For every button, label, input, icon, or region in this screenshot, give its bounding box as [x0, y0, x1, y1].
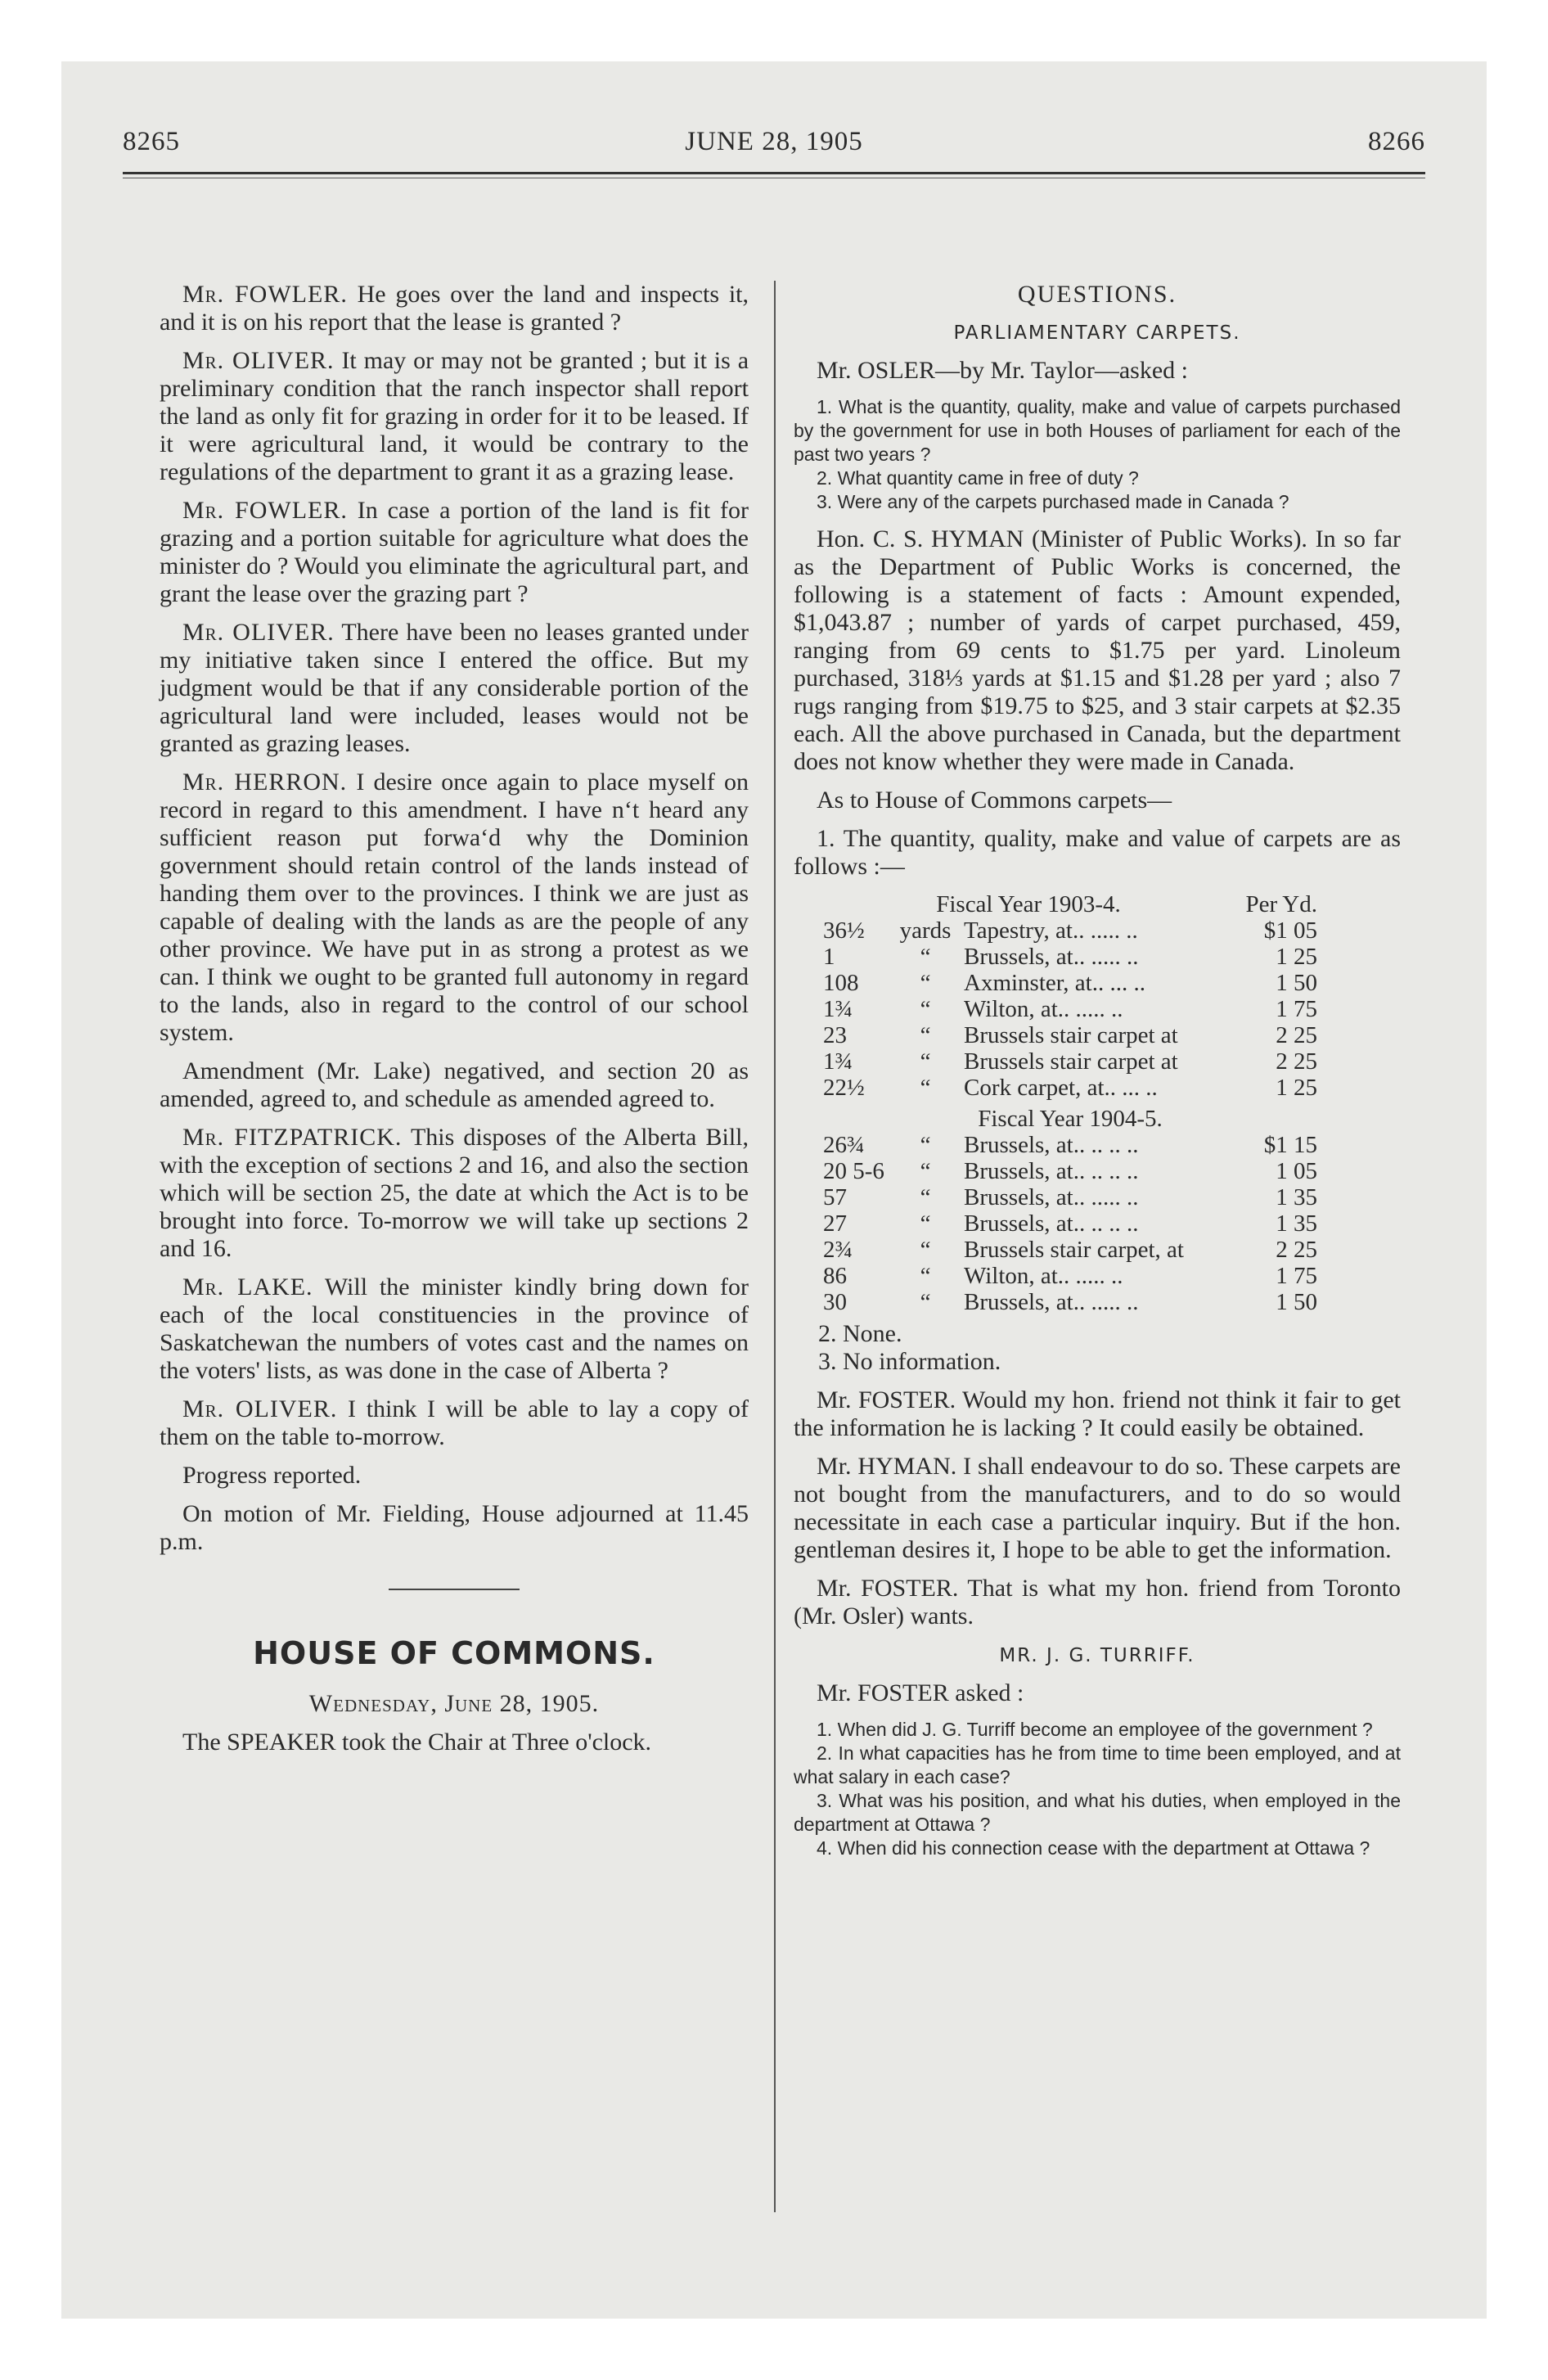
speech-paragraph: [160, 1462, 749, 1490]
speaker-paragraph: The SPEAKER took the Chair at Three o'clock.: [182, 1729, 652, 1756]
description-cell: Brussels, at.. ..... ..: [964, 1184, 1139, 1210]
right-column: [794, 281, 1401, 1860]
price-cell: 1 25: [1276, 1075, 1317, 1101]
speaker-name: Mr. FOWLER.: [182, 281, 348, 308]
section-rule: [389, 1589, 520, 1590]
quantity-cell: 20 5-6: [823, 1158, 884, 1184]
unit-cell: “: [920, 1158, 931, 1184]
unit-cell: “: [920, 1048, 931, 1075]
description-cell: Brussels, at.. .. .. ..: [964, 1210, 1139, 1237]
question-item: 1. What is the quantity, quality, make and value of carpets purchased by the government for use in both Houses of parliament for each of the past two years ?: [794, 396, 1401, 465]
unit-cell: “: [920, 1022, 931, 1048]
speech-paragraph: [160, 1124, 749, 1263]
turriff-question-item: 2. In what capacities has he from time to time been employed, and at what salary in each case?: [794, 1742, 1401, 1787]
turriff-question-list: [794, 1718, 1401, 1860]
speech-text: I desire once again to place myself on record in regard to this amendment. I have nʻt heard any sufficient reason put forwaʻd why the Dominion government should retain control of the lands instead of handing them over to the provinces. I think we are just as capable of dealing with the lands as are the people of any other province. We have put in as strong a protest as we can. I think we ought to be granted full autonomy in regard to the lands, also in regard to the control of our school system.: [160, 769, 749, 1046]
turriff-heading: MR. J. G. TURRIFF.: [999, 1645, 1195, 1666]
quantity-cell: 57: [823, 1184, 847, 1210]
table-row: [818, 1022, 1322, 1048]
quantity-cell: 1¾: [823, 1048, 853, 1075]
speech-text: Amendment (Mr. Lake) negatived, and section 20 as amended, agreed to, and schedule as amended agreed to.: [160, 1057, 749, 1112]
speaker-name: Mr. LAKE.: [182, 1273, 313, 1300]
table-row: [818, 1289, 1322, 1315]
quantity-cell: 108: [823, 970, 859, 996]
unit-cell: yards: [899, 917, 952, 944]
question-item: 3. Were any of the carpets purchased made in Canada ?: [817, 491, 1289, 512]
table-row: [818, 1237, 1322, 1263]
table-row: [818, 996, 1322, 1022]
description-cell: Brussels, at.. ..... ..: [964, 944, 1139, 970]
page-number-right: 8266: [1368, 127, 1425, 156]
left-paragraphs: [160, 281, 749, 1556]
speech-paragraph: [160, 619, 749, 758]
table-row: [818, 1210, 1322, 1237]
price-cell: 2 25: [1276, 1022, 1317, 1048]
price-cell: 1 50: [1276, 1289, 1317, 1315]
description-cell: Brussels, at.. ..... ..: [964, 1289, 1139, 1315]
fiscal-year-label: Fiscal Year 1904-5.: [978, 1106, 1163, 1132]
foster-paragraph: Mr. FOSTER. Would my hon. friend not think it fair to get the information he is lacking ? It could easily be obtained.: [794, 1386, 1401, 1441]
questions-title: QUESTIONS.: [1017, 281, 1177, 308]
description-cell: Brussels stair carpet, at: [964, 1237, 1184, 1263]
per-yard-header: Per Yd.: [1245, 891, 1317, 917]
description-cell: Brussels stair carpet at: [964, 1022, 1178, 1048]
unit-cell: “: [920, 1210, 931, 1237]
commons-q1: 1. The quantity, quality, make and value of carpets are as follows :—: [794, 825, 1401, 880]
speaker-name: Mr. OLIVER.: [182, 619, 335, 646]
speaker-name: Mr. OLIVER.: [182, 347, 335, 374]
speaker-name: Mr. FOWLER.: [182, 497, 348, 524]
asker-line: Mr. OSLER—by Mr. Taylor—asked :: [817, 357, 1188, 384]
answer-3: 3. No information.: [818, 1348, 1001, 1375]
quantity-cell: 30: [823, 1289, 847, 1315]
quantity-cell: 36½: [823, 917, 865, 944]
speech-paragraph: [160, 1057, 749, 1113]
turriff-question-item: 1. When did J. G. Turriff become an employee of the government ?: [817, 1719, 1373, 1740]
speech-paragraph: [160, 1273, 749, 1385]
unit-cell: “: [920, 996, 931, 1022]
speaker-name: Mr. FITZPATRICK.: [182, 1124, 403, 1151]
speech-text: This disposes of the Alberta Bill, with the exception of sections 2 and 16, and also the section which will be section 25, the date at which the Act is to be brought into force. To-morrow we will take up sections 2 and 16.: [160, 1124, 749, 1262]
description-cell: Brussels, at.. .. .. ..: [964, 1158, 1139, 1184]
description-cell: Brussels, at.. .. .. ..: [964, 1132, 1139, 1158]
foster-paragraph-2: Mr. FOSTER. That is what my hon. friend from Toronto (Mr. Osler) wants.: [794, 1575, 1401, 1629]
price-cell: 1 50: [1276, 970, 1317, 996]
carpet-table-1904: [818, 1106, 1322, 1315]
column-divider: [774, 281, 776, 2212]
price-cell: 1 25: [1276, 944, 1317, 970]
description-cell: Wilton, at.. ..... ..: [964, 996, 1123, 1022]
question-item: 2. What quantity came in free of duty ?: [817, 467, 1139, 489]
speech-text: There have been no leases granted under my initiative taken since I entered the office. But my judgment would be that if any considerable portion of the agricultural land were included, leases would not be granted as grazing leases.: [160, 619, 749, 757]
quantity-cell: 86: [823, 1263, 847, 1289]
description-cell: Brussels stair carpet at: [964, 1048, 1178, 1075]
carpet-table-1903: [818, 891, 1322, 1101]
unit-cell: “: [920, 1289, 931, 1315]
speech-text: He goes over the land and inspects it, and it is on his report that the lease is granted ?: [160, 281, 749, 336]
speech-text: Will the minister kindly bring down for each of the local constituencies in the province of Saskatchewan the numbers of votes cast and the names on the voters' lists, as was done in the case of Alberta ?: [160, 1273, 749, 1384]
quantity-cell: 1¾: [823, 996, 853, 1022]
unit-cell: “: [920, 1237, 931, 1263]
header-rule: [123, 172, 1425, 174]
quantity-cell: 23: [823, 1022, 847, 1048]
subject-heading: PARLIAMENTARY CARPETS.: [953, 322, 1241, 344]
unit-cell: “: [920, 1184, 931, 1210]
table-row: [818, 1263, 1322, 1289]
description-cell: Wilton, at.. ..... ..: [964, 1263, 1123, 1289]
left-column: [160, 281, 749, 1767]
quantity-cell: 1: [823, 944, 835, 970]
description-cell: Tapestry, at.. ..... ..: [964, 917, 1138, 944]
turriff-question-item: 3. What was his position, and what his duties, when employed in the department at Ottawa ?: [794, 1790, 1401, 1835]
price-cell: 1 35: [1276, 1210, 1317, 1237]
price-cell: 2 25: [1276, 1048, 1317, 1075]
foster-asked: Mr. FOSTER asked :: [817, 1679, 1024, 1706]
description-cell: Cork carpet, at.. ... ..: [964, 1075, 1158, 1101]
table-row: [818, 1184, 1322, 1210]
table-row: [818, 917, 1322, 944]
table-row: [818, 1048, 1322, 1075]
price-cell: $1 05: [1263, 917, 1317, 944]
answer-2: 2. None.: [818, 1320, 902, 1347]
unit-cell: “: [920, 1075, 931, 1101]
unit-cell: “: [920, 1263, 931, 1289]
price-cell: 1 05: [1276, 1158, 1317, 1184]
fy2-rows: [818, 1132, 1322, 1315]
speech-paragraph: [160, 769, 749, 1047]
speech-paragraph: [160, 347, 749, 486]
table-row: [818, 970, 1322, 996]
speech-text: In case a portion of the land is fit for grazing and a portion suitable for agriculture what does the minister do ? Would you eliminate the agricultural part, and grant the lease over the grazing part ?: [160, 497, 749, 607]
fiscal-year-label: Fiscal Year 1903-4.: [936, 891, 1121, 917]
price-cell: 1 35: [1276, 1184, 1317, 1210]
quantity-cell: 26¾: [823, 1132, 865, 1158]
house-title: HOUSE OF COMMONS.: [253, 1635, 655, 1671]
question-list: [794, 395, 1401, 514]
table-row: [818, 1132, 1322, 1158]
quantity-cell: 27: [823, 1210, 847, 1237]
speech-text: On motion of Mr. Fielding, House adjourned at 11.45 p.m.: [160, 1500, 749, 1555]
speech-paragraph: [160, 1395, 749, 1451]
price-cell: 1 75: [1276, 1263, 1317, 1289]
description-cell: Axminster, at.. ... ..: [964, 970, 1145, 996]
speech-text: Progress reported.: [182, 1462, 362, 1489]
scanned-page: [61, 61, 1487, 2319]
speaker-name: Mr. HERRON.: [182, 769, 348, 796]
hyman-paragraph: Mr. HYMAN. I shall endeavour to do so. These carpets are not bought from the manufacturers, and to do so would necessitate in each case a particular inquiry. But if the hon. gentleman desires it, I hope to be able to get the information.: [794, 1453, 1401, 1563]
answer-paragraph: Hon. C. S. HYMAN (Minister of Public Works). In so far as the Department of Public Works is concerned, the following is a statement of facts : Amount expended, $1,043.87 ; number of yards of carpet purchased, 459, ranging from 69 cents to $1.75 per yard. Linoleum purchased, 318⅓ yards at $1.15 and $1.28 per yard ; also 7 rugs ranging from $19.75 to $25, and 3 stair carpets at $2.35 each. All the above purchased in Canada, but the department does not know whether they were made in Canada.: [794, 525, 1401, 775]
speaker-name: Mr. OLIVER.: [182, 1395, 338, 1422]
price-cell: 1 75: [1276, 996, 1317, 1022]
price-cell: $1 15: [1263, 1132, 1317, 1158]
unit-cell: “: [920, 1132, 931, 1158]
quantity-cell: 2¾: [823, 1237, 853, 1263]
page-date: JUNE 28, 1905: [685, 127, 863, 156]
house-date: Wednesday, June 28, 1905.: [308, 1690, 600, 1717]
fy1-rows: [818, 917, 1322, 1101]
price-cell: 2 25: [1276, 1237, 1317, 1263]
unit-cell: “: [920, 970, 931, 996]
table-row: [818, 944, 1322, 970]
commons-intro: As to House of Commons carpets—: [817, 787, 1172, 814]
page-number-left: 8265: [123, 127, 180, 156]
speech-paragraph: [160, 1500, 749, 1556]
quantity-cell: 22½: [823, 1075, 865, 1101]
table-row: [818, 1158, 1322, 1184]
speech-paragraph: [160, 497, 749, 608]
table-row: [818, 1075, 1322, 1101]
unit-cell: “: [920, 944, 931, 970]
turriff-question-item: 4. When did his connection cease with the department at Ottawa ?: [817, 1837, 1370, 1859]
speech-text: I think I will be able to lay a copy of them on the table to-morrow.: [160, 1395, 749, 1450]
speech-text: It may or may not be granted ; but it is a preliminary condition that the ranch inspector shall report the land as only fit for grazing in order for it to be leased. If it were agricultural land, it would be contrary to the regulations of the department to grant it as a grazing lease.: [160, 347, 749, 485]
speech-paragraph: [160, 281, 749, 336]
